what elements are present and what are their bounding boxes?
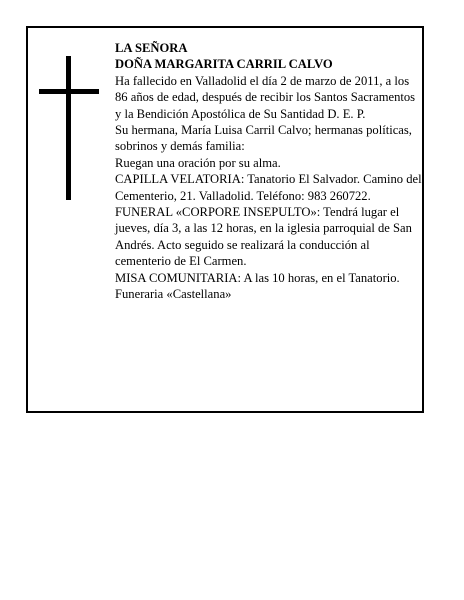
cross-icon (39, 56, 99, 200)
funeral-home: Funeraria «Castellana» (115, 287, 232, 302)
prayer-request: Ruegan una oración por su alma. (115, 155, 281, 170)
notice-text (115, 40, 424, 303)
family-mourners: Su hermana, María Luisa Carril Calvo; hermanas políticas, sobrinos y demás familia: (115, 123, 412, 154)
death-announcement: Ha fallecido en Valladolid el día 2 de marzo de 2011, a los 86 años de edad, después de recibir los Santos Sacramentos y la Bendición Apostólica de Su Santidad D. E. P. (115, 73, 416, 121)
notice-title-line1: LA SEÑORA (115, 41, 188, 55)
funeral-info: FUNERAL «CORPORE INSEPULTO»: Tendrá lugar el jueves, día 3, a las 12 horas, en la iglesia parroquial de San Andrés. Acto seguido se realizará la conducción al cementerio de El Carmen. (115, 205, 412, 269)
deceased-name: DOÑA MARGARITA CARRIL CALVO (115, 57, 333, 72)
cross-vertical-bar (66, 56, 71, 200)
cross-horizontal-bar (39, 89, 99, 94)
wake-chapel-info: CAPILLA VELATORIA: Tanatorio El Salvador. Camino del Cementerio, 21. Valladolid. Teléfono: 983 260722. (115, 172, 422, 203)
community-mass-info: MISA COMUNITARIA: A las 10 horas, en el Tanatorio. (115, 270, 400, 285)
obituary-notice (26, 26, 424, 413)
